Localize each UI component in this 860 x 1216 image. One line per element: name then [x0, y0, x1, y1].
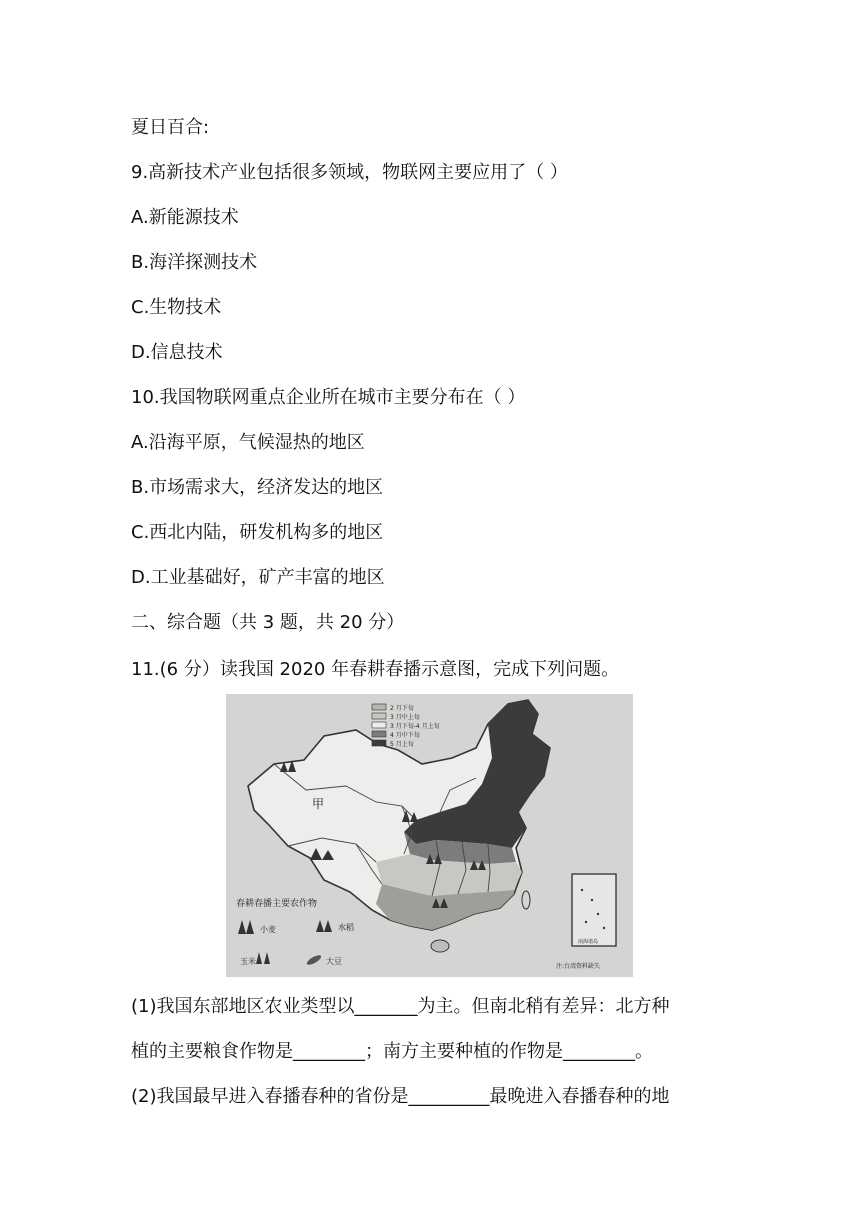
question-10-option-c: C.西北内陆，研发机构多的地区 — [131, 522, 384, 543]
question-9-option-d: D.信息技术 — [131, 342, 223, 363]
crop-label: 小麦 — [260, 925, 276, 934]
question-10-option-d: D.工业基础好，矿产丰富的地区 — [131, 567, 385, 588]
spring-sowing-map — [226, 694, 633, 977]
question-11-sub1-line1: (1)我国东部地区农业类型以_______为主。但南北稍有差异：北方种 — [131, 996, 670, 1017]
crop-label: 水稻 — [338, 923, 354, 932]
legend-item: 5 月上旬 — [390, 741, 414, 748]
legend-item: 2 月下旬 — [390, 705, 414, 712]
map-note: 注:台湾资料缺失 — [556, 963, 601, 970]
question-9-option-c: C.生物技术 — [131, 297, 222, 318]
crop-label: 玉米 — [240, 957, 256, 966]
hainan-island — [431, 940, 449, 952]
south-china-sea-inset — [572, 874, 616, 946]
crop-label: 大豆 — [326, 957, 342, 966]
taiwan-island — [522, 891, 530, 909]
question-10-option-b: B.市场需求大，经济发达的地区 — [131, 477, 384, 498]
question-10-stem: 10.我国物联网重点企业所在城市主要分布在（ ） — [131, 387, 526, 408]
question-11-stem: 11.(6 分）读我国 2020 年春耕春播示意图，完成下列问题。 — [131, 659, 620, 680]
question-9-option-b: B.海洋探测技术 — [131, 252, 258, 273]
legend-item: 3 月下旬-4 月上旬 — [390, 723, 440, 730]
question-10-option-a: A.沿海平原，气候湿热的地区 — [131, 432, 365, 453]
map-figure — [226, 694, 633, 977]
question-9-stem: 9.高新技术产业包括很多领域，物联网主要应用了（ ） — [131, 162, 568, 183]
question-11-sub2-line1: (2)我国最早进入春播春种的省份是_________最晚进入春播春种的地 — [131, 1086, 670, 1107]
question-11-sub1-line2: 植的主要粮食作物是________；南方主要种植的作物是________。 — [131, 1041, 653, 1062]
section-2-heading: 二、综合题（共 3 题，共 20 分） — [131, 612, 405, 633]
section-heading: 夏日百合: — [131, 117, 210, 138]
inset-label: 南海诸岛 — [578, 939, 599, 945]
question-9-option-a: A.新能源技术 — [131, 207, 239, 228]
crops-legend-title: 春耕春播主要农作物 — [236, 899, 318, 909]
legend-item: 3 月中上旬 — [390, 714, 420, 721]
legend-item: 4 月中下旬 — [390, 732, 420, 739]
region-label-jia: 甲 — [312, 797, 325, 811]
